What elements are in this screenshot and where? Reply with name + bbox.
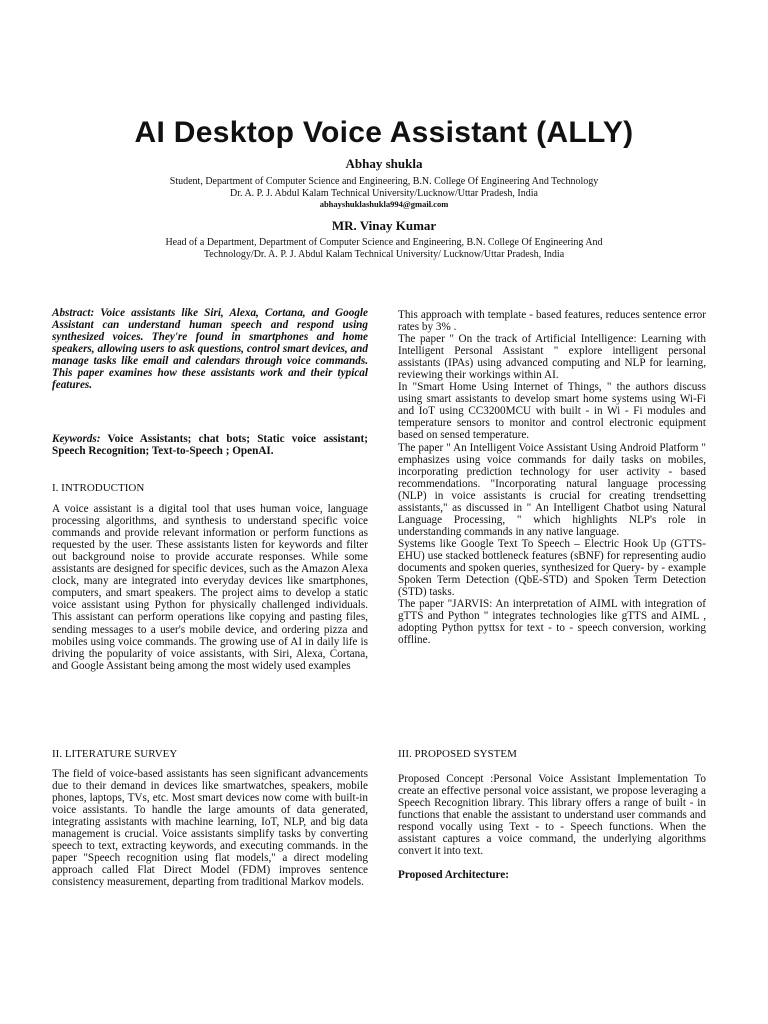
proposed-section (398, 748, 706, 881)
paragraph: The paper "JARVIS: An interpretation of AIML with integration of gTTS and Python " integrates technologies like gTTS and AIML , adopting Python pyttsx for text - to - speech conversion, working offline. (398, 598, 706, 647)
affiliation-line: Technology/Dr. A. P. J. Abdul Kalam Technical University/ Lucknow/Uttar Pradesh, India (203, 248, 565, 260)
abstract-text: Abstract: Voice assistants like Siri, Alexa, Cortana, and Google Assistant can understand human speech and respond using synthesized voices. They're found in smartphones and home speakers, allowing users to ask questions, control smart devices, and manage tasks like email and calendars through voice commands. This paper examines how these assistants work and their typical features. (52, 307, 368, 392)
paper-title: AI Desktop Voice Assistant (ALLY) (134, 116, 634, 149)
affiliation-line: Dr. A. P. J. Abdul Kalam Technical University/Lucknow/Uttar Pradesh, India (230, 187, 538, 199)
keywords-label: Keywords: (52, 433, 101, 445)
keywords-text: Voice Assistants; chat bots; Static voice assistant; Speech Recognition; Text-to-Speech ; OpenAI. (52, 433, 368, 458)
paragraph: The paper " An Intelligent Voice Assistant Using Android Platform " emphasizes using voice commands for daily tasks on mobiles, incorporating prediction technology for user activity - based recommendations. "Incorporating natural language processing (NLP) in voice assistants is crucial for creating trendsetting assistants," as discussed in " An Intelligent Chatbot using Natural Language Processing, " which highlights NLP's role in understanding commands in any native language. (398, 441, 706, 538)
section-heading-introduction: I. INTRODUCTION (52, 482, 145, 494)
right-column-text (398, 309, 706, 646)
proposed-text: Proposed Concept :Personal Voice Assistant Implementation To create an effective personal voice assistant, we propose leveraging a Speech Recognition library. This library offers a range of built - in functions that enable the assistant to understand user commands and respond vocally using Text - to - Speech functions. When the assistant captures a voice command, the underlying algorithms convert it into text. (398, 773, 706, 858)
author-name-2: MR. Vinay Kumar (331, 218, 437, 233)
paragraph: The paper " On the track of Artificial Intelligence: Learning with Intelligent Personal Assistant " explore intelligent personal assistants (IPAs) using advanced computing and NLP for learning, reviewing their workings within AI. (398, 333, 706, 382)
keywords-block (52, 433, 368, 457)
literature-text: The field of voice-based assistants has seen significant advancements due to their demand in devices like smartwatches, speakers, mobile phones, laptops, TVs, etc. Most smart devices now come with built-in voice assistants. To handle the large amounts of data generated, integrating assistants with machine learning, IoT, NLP, and big data management is crucial. Voice assistants simplify tasks by converting speech to text, extracting keywords, and executing commands. in the paper "Speech recognition using flat models," a direct modeling approach called Flat Direct Model (FDM) improves sentence consistency measurement, departing from traditional Markov models. (52, 768, 368, 889)
paragraph: Systems like Google Text To Speech – Electric Hook Up (GTTS-EHU) use stacked bottleneck features (sBNF) for representing audio documents and spoken queries, synthesized for Query- by - example Spoken Term Detection (QbE-STD) and Spoken Term Detection (STD) tasks. (398, 537, 706, 599)
section-heading-literature: II. LITERATURE SURVEY (52, 748, 178, 760)
literature-section (52, 748, 368, 889)
affiliation-line: Head of a Department, Department of Computer Science and Engineering, B.N. College Of Engineering And (165, 237, 603, 248)
introduction-section (52, 482, 368, 672)
section-heading-proposed: III. PROPOSED SYSTEM (398, 748, 517, 760)
abstract-block (52, 307, 368, 391)
introduction-text: A voice assistant is a digital tool that uses human voice, language processing algorithms, and synthesis to understand specific voice commands and provide relevant information or perform functions as requested by the user. These assistants listen for keywords and filter out background noise to provide accurate responses. While some assistants are designed for specific devices, such as the Amazon Alexa clock, many are integrated into everyday devices like smartphones, computers, and smart speakers. The project aims to develop a static voice assistant using Python for physically challenged individuals. This assistant can perform operations like copying and pasting files, sending messages to a user's mobile device, and ordering pizza and mobiles using voice commands. The growing use of AI in daily life is driving the popularity of voice assistants, with Siri, Alexa, Cortana, and Google Assistant being among the most widely used examples (52, 503, 368, 672)
proposed-architecture-heading: Proposed Architecture: (398, 869, 509, 882)
paragraph: This approach with template - based features, reduces sentence error rates by 3% . (398, 309, 706, 334)
author-affiliation-2 (110, 237, 658, 260)
author-name-1: Abhay shukla (345, 156, 423, 171)
author-affiliation-1 (110, 176, 658, 199)
paragraph: In "Smart Home Using Internet of Things, " the authors discuss using smart assistants to develop smart home systems using Wi-Fi and IoT using CC3200MCU with built - in Wi - Fi modules and temperature sensors to monitor and control electronic equipment based on sensed temperature. (398, 381, 706, 442)
author-email-1: abhayshuklashukla994@gmail.com (319, 199, 449, 209)
affiliation-line: Student, Department of Computer Science and Engineering, B.N. College Of Engineering And Technology (169, 176, 599, 187)
